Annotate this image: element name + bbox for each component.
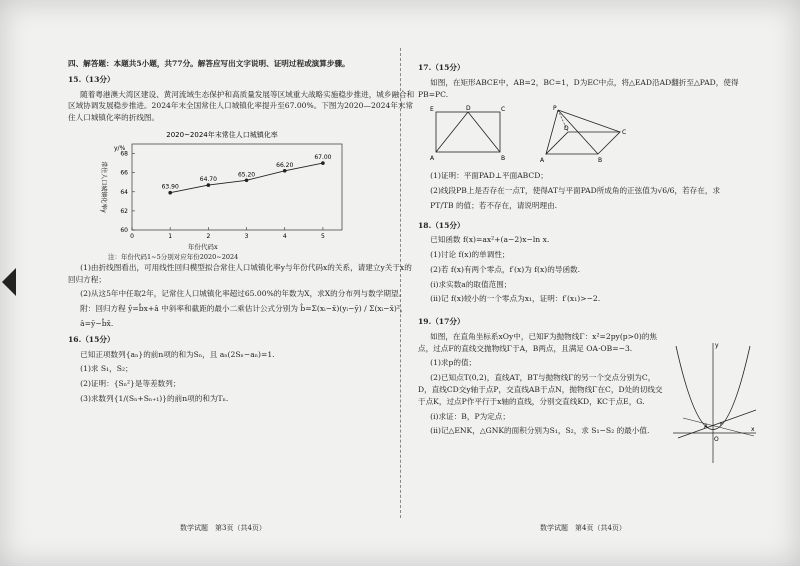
- data-point: [168, 191, 172, 195]
- y-tick-label: 68: [120, 150, 128, 158]
- y-tick-label: 64: [120, 188, 128, 196]
- svg-text:F: F: [720, 422, 724, 429]
- q19-text: [418, 308, 668, 468]
- x-tick-label: 0: [130, 232, 134, 240]
- data-label: 65.20: [237, 171, 256, 179]
- q16-part2: (2)证明：{Sₙ²}是等差数列；: [80, 379, 181, 389]
- q19-part2: (2)已知点T(0,2)，直线AT，BT与抛物线Γ的另一个交点分别为C，D，直线CD交y轴于点P，交直线AB于点N，抛物线Γ在C，D处的切线交于点K，过点P作平行于x轴的直线，分别交直线KD，KC于点E，G.: [418, 373, 663, 406]
- chart-title: 2020~2024年末常住人口城镇化率: [166, 130, 278, 139]
- x-tick-label: 4: [282, 232, 287, 240]
- data-label: 63.90: [161, 183, 179, 191]
- q16-part3: (3)求数列{1/(Sₙ+Sₙ₊₁)}的前n项的和为Tₙ.: [80, 393, 229, 403]
- chart-marks: [162, 154, 332, 194]
- q18-part2: (2)若 f(x)有两个零点，f′(x)为 f(x)的导函数.: [430, 264, 581, 274]
- svg-text:A: A: [430, 155, 435, 163]
- x-tick-label: 5: [320, 232, 325, 240]
- q17-figures: [428, 104, 768, 166]
- q16-stem: 已知正项数列{aₙ}的前n项的和为Sₙ，且 aₙ(2Sₙ−aₙ)=1.: [80, 349, 275, 359]
- q19-part2-ii: (ii)记△ENK，△GNK的面积分别为S₁，S₂，求 S₁−S₂ 的最小值.: [430, 426, 650, 436]
- svg-text:O: O: [714, 436, 719, 444]
- section-header: 四、解答题：本题共5小题，共77分。解答应写出文字说明、证明过程或演算步骤。: [68, 59, 350, 68]
- q17-stem: 如图，在矩形ABCE中，AB=2，BC=1，D为EC中点，将△EAD沿AD翻折至△PAD，使得PB=PC.: [418, 77, 739, 99]
- x-tick-label: 2: [206, 232, 211, 240]
- svg-text:x: x: [751, 426, 755, 434]
- svg-text:A: A: [704, 424, 708, 431]
- svg-text:E: E: [430, 106, 434, 114]
- q18-stem: 已知函数 f(x)=ax²+(a−2)x−ln x.: [430, 235, 550, 245]
- q15-part2: (2)从这5年中任取2年，记常住人口城镇化率超过65.00%的年数为X，求X的分布列与数学期望。: [80, 289, 407, 299]
- rectangle-figure: [428, 104, 508, 166]
- parabola-figure: [668, 338, 758, 468]
- svg-text:B: B: [598, 157, 603, 165]
- q17-head: 17.（15分）: [418, 63, 465, 72]
- page-turn-marker-icon: [2, 268, 16, 296]
- q18-part2-i: (i)求实数a的取值范围；: [430, 279, 512, 289]
- data-point: [321, 161, 325, 165]
- y-tick-label: 66: [120, 169, 128, 177]
- q15-reference-2: â=ȳ−b̂x̄.: [80, 319, 114, 329]
- data-point: [245, 178, 249, 182]
- svg-text:D: D: [564, 125, 569, 133]
- svg-text:A: A: [540, 157, 545, 165]
- q15-line-chart: [72, 128, 352, 240]
- svg-text:y: y: [715, 342, 719, 350]
- chart-caption: 注：年份代码1~5分别对应年份2020~2024: [108, 252, 239, 261]
- chart-svg: [72, 128, 352, 240]
- q15-head: 15.（13分）: [68, 74, 115, 84]
- svg-text:B: B: [501, 155, 506, 163]
- data-label: 64.70: [199, 175, 217, 183]
- chart-axes: [100, 144, 342, 240]
- q16-part1: (1)求 S₁，S₂；: [80, 364, 133, 374]
- folded-figure: [538, 104, 628, 166]
- q17-part1: (1)证明：平面PAD⊥平面ABCD；: [430, 171, 548, 181]
- q17-part2: (2)线段PB上是否存在一点T，使得AT与平面PAD所成角的正弦值为√6/6，若存在，求: [430, 186, 721, 196]
- q16-head: 16.（15分）: [68, 334, 115, 344]
- chart-xlabel: 年份代码x: [188, 242, 218, 251]
- q19-block: [418, 308, 768, 468]
- data-label: 66.20: [276, 161, 294, 169]
- q19-part2-i: (i)求证：B，P为定点；: [430, 411, 510, 421]
- left-column: [68, 58, 418, 408]
- right-column: [418, 58, 768, 468]
- y-axis-symbol: y/%: [114, 144, 126, 152]
- data-point: [207, 183, 211, 187]
- q18-part1: (1)讨论 f(x)的单调性；: [430, 250, 510, 260]
- x-tick-label: 3: [244, 232, 249, 240]
- x-tick-label: 1: [168, 232, 173, 240]
- q15-reference: 附：回归方程 ŷ=b̂x+â 中斜率和截距的最小二乘估计公式分别为 b̂=Σ(xᵢ−x̄)(yᵢ−ȳ) / Σ(xᵢ−x̄)²，: [80, 304, 408, 314]
- data-label: 67.00: [314, 153, 332, 161]
- q15-part1: (1)由折线图看出，可用线性回归模型拟合常住人口城镇化率y与年份代码x的关系，请建立y关于x的回归方程；: [68, 262, 412, 284]
- svg-text:C: C: [501, 106, 506, 114]
- q18-head: 18.（15分）: [418, 220, 465, 230]
- footer-right: 数学试题 第4页（共4页）: [540, 524, 626, 532]
- q17-part2b: PT/TB 的值；若不存在，请说明理由.: [430, 200, 558, 210]
- svg-text:D: D: [466, 105, 471, 113]
- q19-stem: 如图，在直角坐标系xOy中，已知F为抛物线Γ：x²=2py(p>0)的焦点，过点F的直线交抛物线Γ于A，B两点，且满足 OA·OB=−3.: [418, 331, 658, 353]
- svg-text:C: C: [622, 129, 627, 137]
- svg-text:P: P: [553, 105, 557, 113]
- data-point: [283, 169, 287, 173]
- q19-part1: (1)求p的值；: [430, 358, 477, 368]
- y-tick-label: 60: [120, 226, 128, 234]
- q19-head: 19.（17分）: [418, 317, 465, 327]
- y-axis-label: 常住人口城镇化率y: [100, 161, 107, 213]
- q15-intro: 随着粤港澳大湾区建设、黄河流域生态保护和高质量发展等区域重大战略实施稳步推进，城乡融合和区域协调发展稳步推进。2024年末全国常住人口城镇化率提升至67.00%。下图为2020—2024年末常住人口城镇化率的折线图。: [68, 89, 415, 123]
- footer-left: 数学试题 第3页（共4页）: [180, 524, 266, 532]
- q18-part2-ii: (ii)记 f(x)较小的一个零点为x₁，证明：f′(x₁)>−2.: [430, 294, 601, 304]
- y-tick-label: 62: [120, 207, 128, 215]
